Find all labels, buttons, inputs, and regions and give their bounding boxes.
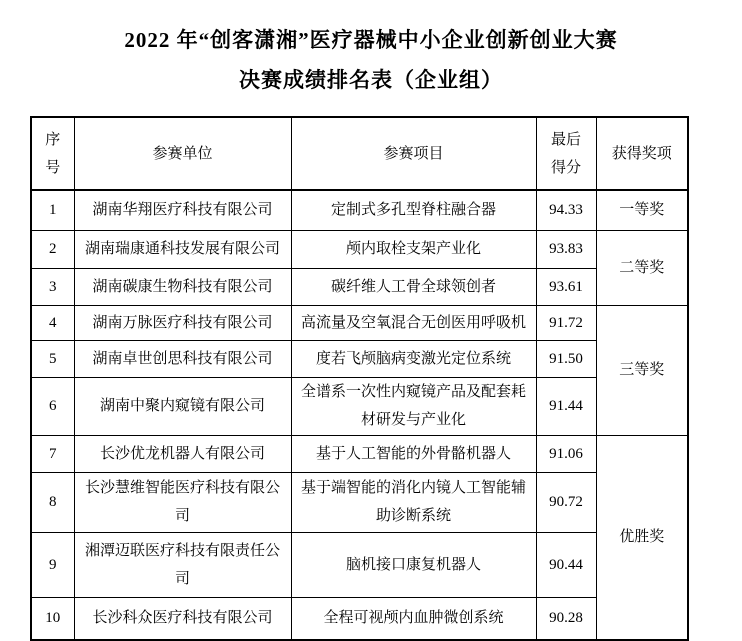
rank-cell: 8	[31, 472, 74, 532]
score-cell: 94.33	[536, 190, 596, 230]
score-cell: 90.72	[536, 472, 596, 532]
table-row	[31, 377, 688, 435]
rank-cell: 4	[31, 305, 74, 340]
rank-cell: 7	[31, 435, 74, 472]
table-row	[31, 340, 688, 377]
rank-cell: 1	[31, 190, 74, 230]
unit-cell: 湖南华翔医疗科技有限公司	[74, 190, 291, 230]
unit-cell: 湖南瑞康通科技发展有限公司	[74, 230, 291, 268]
header-row	[31, 117, 688, 190]
table-row	[31, 268, 688, 305]
table-row	[31, 532, 688, 597]
col-header-unit: 参赛单位	[74, 117, 291, 190]
project-cell: 高流量及空氧混合无创医用呼吸机	[291, 305, 536, 340]
unit-cell: 湖南碳康生物科技有限公司	[74, 268, 291, 305]
score-cell: 90.44	[536, 532, 596, 597]
rank-cell: 3	[31, 268, 74, 305]
table-row	[31, 472, 688, 532]
document-title	[0, 0, 742, 100]
score-cell: 91.50	[536, 340, 596, 377]
unit-cell: 湖南万脉医疗科技有限公司	[74, 305, 291, 340]
award-cell: 二等奖	[596, 230, 688, 305]
score-cell: 93.83	[536, 230, 596, 268]
project-cell: 全程可视颅内血肿微创系统	[291, 597, 536, 640]
title-line-1: 2022 年“创客潇湘”医疗器械中小企业创新创业大赛	[124, 28, 618, 52]
unit-cell: 湖南中聚内窥镜有限公司	[74, 377, 291, 435]
award-cell: 优胜奖	[596, 435, 688, 640]
score-cell: 93.61	[536, 268, 596, 305]
title-line-2: 决赛成绩排名表（企业组）	[239, 68, 503, 92]
score-cell: 91.06	[536, 435, 596, 472]
unit-cell: 湘潭迈联医疗科技有限责任公司	[74, 532, 291, 597]
unit-cell: 湖南卓世创思科技有限公司	[74, 340, 291, 377]
col-header-no: 序号	[31, 117, 74, 190]
project-cell: 颅内取栓支架产业化	[291, 230, 536, 268]
col-header-award: 获得奖项	[596, 117, 688, 190]
rank-cell: 10	[31, 597, 74, 640]
score-cell: 91.72	[536, 305, 596, 340]
score-cell: 90.28	[536, 597, 596, 640]
rank-cell: 5	[31, 340, 74, 377]
project-cell: 碳纤维人工骨全球领创者	[291, 268, 536, 305]
project-cell: 全谱系一次性内窥镜产品及配套耗材研发与产业化	[291, 377, 536, 435]
table-row	[31, 435, 688, 472]
award-cell: 三等奖	[596, 305, 688, 435]
project-cell: 度若飞颅脑病变激光定位系统	[291, 340, 536, 377]
unit-cell: 长沙优龙机器人有限公司	[74, 435, 291, 472]
project-cell: 定制式多孔型脊柱融合器	[291, 190, 536, 230]
rank-cell: 6	[31, 377, 74, 435]
ranking-table	[30, 116, 689, 641]
table-row	[31, 597, 688, 640]
award-cell: 一等奖	[596, 190, 688, 230]
project-cell: 基于端智能的消化内镜人工智能辅助诊断系统	[291, 472, 536, 532]
table-row	[31, 190, 688, 230]
project-cell: 基于人工智能的外骨骼机器人	[291, 435, 536, 472]
rank-cell: 9	[31, 532, 74, 597]
project-cell: 脑机接口康复机器人	[291, 532, 536, 597]
score-cell: 91.44	[536, 377, 596, 435]
col-header-score: 最后得分	[536, 117, 596, 190]
unit-cell: 长沙科众医疗科技有限公司	[74, 597, 291, 640]
rank-cell: 2	[31, 230, 74, 268]
table-row	[31, 230, 688, 268]
table-row	[31, 305, 688, 340]
col-header-project: 参赛项目	[291, 117, 536, 190]
unit-cell: 长沙慧维智能医疗科技有限公司	[74, 472, 291, 532]
